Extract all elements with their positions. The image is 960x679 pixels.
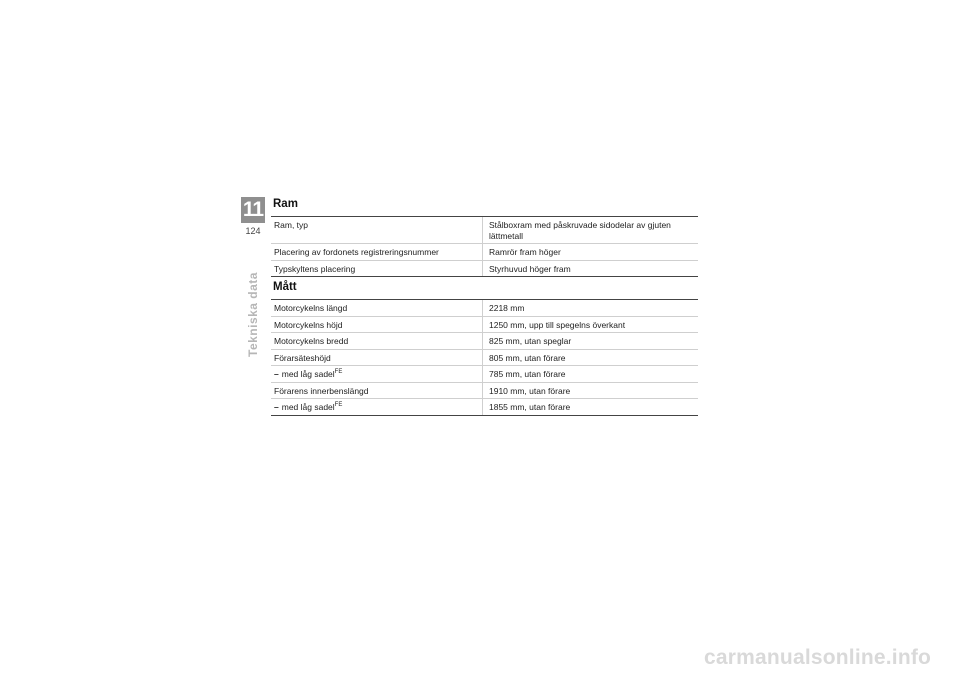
- spec-value: Stålboxram med påskruvade sidodelar av gjuten lättmetall: [489, 220, 671, 241]
- spec-value: 2218 mm: [489, 303, 525, 313]
- dash-marker: –: [274, 402, 279, 412]
- section-ram: [271, 198, 698, 277]
- dash-marker: –: [274, 369, 279, 379]
- spec-label: Förarens innerbenslängd: [271, 383, 483, 399]
- table-row: [271, 317, 698, 334]
- spec-value: 825 mm, utan speglar: [489, 336, 572, 346]
- spec-value: 1855 mm, utan förare: [489, 402, 571, 412]
- footnote-marker: FE: [334, 402, 343, 409]
- table-row: [271, 399, 698, 415]
- spec-value: 805 mm, utan förare: [489, 352, 566, 363]
- page-number: 124: [245, 226, 261, 236]
- spec-table-ram: [271, 216, 698, 277]
- spec-label-sub: [271, 399, 483, 415]
- spec-value: 785 mm, utan förare: [489, 369, 566, 379]
- table-row: [271, 244, 698, 261]
- section-heading: Mått: [273, 281, 297, 293]
- chapter-tab: [241, 197, 265, 236]
- spec-label: Typskyltens placering: [271, 261, 483, 277]
- spec-label: Förarsäteshöjd: [271, 350, 483, 366]
- spec-label: Motorcykelns bredd: [271, 333, 483, 349]
- section-heading: Ram: [273, 198, 298, 210]
- footnote-marker: FE: [334, 369, 343, 376]
- spec-label: Placering av fordonets registreringsnummer: [271, 244, 483, 260]
- spec-label-sub: [271, 366, 483, 382]
- spec-label: Motorcykelns höjd: [271, 317, 483, 333]
- table-row: [271, 217, 698, 244]
- table-row: [271, 333, 698, 350]
- spec-value: Styrhuvud höger fram: [489, 263, 571, 274]
- chapter-title: Tekniska data: [246, 272, 260, 357]
- spec-table-matt: [271, 299, 698, 416]
- table-row: [271, 350, 698, 367]
- spec-label-text: med låg sadel: [281, 402, 335, 412]
- table-row: [271, 300, 698, 317]
- watermark: carmanualsonline.info: [704, 646, 932, 669]
- table-row: [271, 383, 698, 400]
- spec-value: Ramrör fram höger: [489, 247, 561, 257]
- spec-label: Motorcykelns längd: [271, 300, 483, 316]
- table-row: [271, 366, 698, 383]
- spec-value: 1250 mm, upp till spegelns överkant: [489, 319, 626, 330]
- section-matt: [271, 281, 698, 416]
- spec-value: 1910 mm, utan förare: [489, 385, 571, 396]
- spec-label: Ram, typ: [271, 217, 483, 243]
- chapter-number: 11: [242, 198, 264, 221]
- spec-label-text: med låg sadel: [281, 369, 335, 379]
- table-row: [271, 261, 698, 277]
